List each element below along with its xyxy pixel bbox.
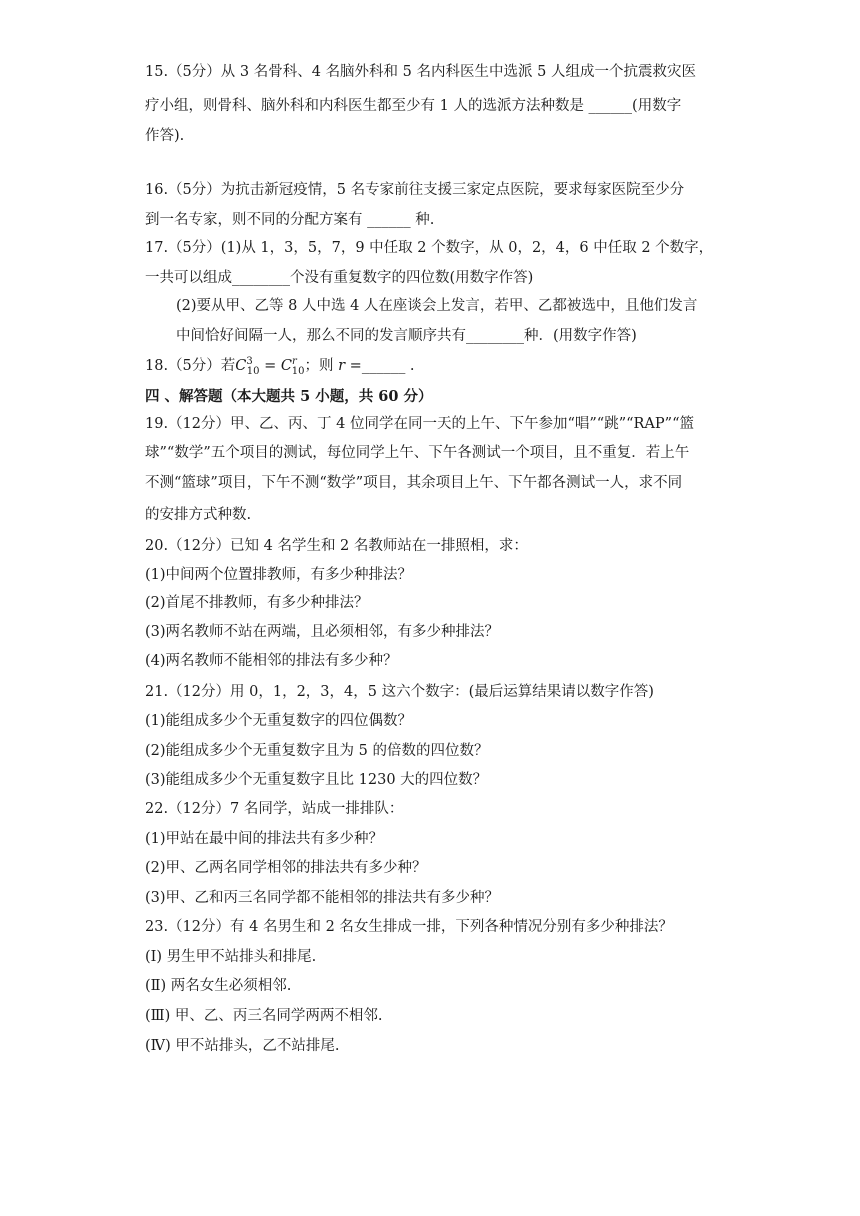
q17-line-3: (2)要从甲、乙等 8 人中选 4 人在座谈会上发言，若甲、乙都被选中，且他们发言: [176, 298, 698, 314]
q20-line-1: 20.（12分）已知 4 名学生和 2 名教师站在一排照相，求：: [145, 538, 528, 554]
q18-line: [145, 356, 415, 376]
q19-line-3: 不测“篮球”项目，下午不测“数学”项目，其余项目上午、下午都各测试一人，求不同: [145, 475, 683, 491]
q21-line-1: 21.（12分）用 0，1，2，3，4，5 这六个数字：(最后运算结果请以数字作答): [145, 684, 654, 700]
q21-line-2: (1)能组成多少个无重复数字的四位偶数？: [145, 713, 413, 729]
q22-line-2: (1)甲站在最中间的排法共有多少种？: [145, 831, 384, 847]
q15-line-3: 作答).: [145, 128, 185, 144]
q19-line-1: 19.（12分）甲、乙、丙、丁 4 位同学在同一天的上午、下午参加“唱”“跳”“RAP”“篮: [145, 416, 694, 432]
q19-line-2: 球”“数学”五个项目的测试，每位同学上午、下午各测试一个项目，且不重复．若上午: [145, 445, 690, 461]
q20-line-4: (3)两名教师不站在两端，且必须相邻，有多少种排法？: [145, 624, 500, 640]
q19-line-4: 的安排方式种数.: [145, 507, 252, 523]
q23-line-5: (Ⅳ) 甲不站排头，乙不站排尾.: [145, 1038, 340, 1054]
q15-line-2: 疗小组，则骨科、脑外科和内科医生都至少有 1 人的选派方法种数是 ______(用数字: [145, 98, 682, 114]
q21-line-4: (3)能组成多少个无重复数字且比 1230 大的四位数？: [145, 772, 488, 788]
q18-variable-r: r: [338, 358, 346, 374]
q15-line-1: 15.（5分）从 3 名骨科、4 名脑外科和 5 名内科医生中选派 5 人组成一个抗震救灾医: [145, 64, 696, 80]
q18-prefix: 18.（5分）若: [145, 358, 236, 374]
q17-line-4: 中间恰好间隔一人，那么不同的发言顺序共有________种．(用数字作答): [176, 328, 637, 344]
section-4-heading: 四 、解答题（本大题共 5 小题，共 60 分）: [145, 388, 433, 405]
q17-line-2: 一共可以组成________个没有重复数字的四位数(用数字作答): [145, 270, 534, 286]
q20-line-2: (1)中间两个位置排教师，有多少种排法？: [145, 567, 413, 583]
q23-line-3: (Ⅱ) 两名女生必须相邻.: [145, 978, 292, 994]
q17-line-1: 17.（5分）(1)从 1，3，5，7，9 中任取 2 个数字，从 0，2，4，6 中任取 2 个数字，: [145, 240, 714, 256]
q16-line-1: 16.（5分）为抗击新冠疫情，5 名专家前往支援三家定点医院，要求每家医院至少分: [145, 182, 685, 198]
q18-combination-right: $C^r_{10}$: [280, 356, 305, 377]
q22-line-4: (3)甲、乙和丙三名同学都不能相邻的排法共有多少种？: [145, 890, 500, 906]
q21-line-3: (2)能组成多少个无重复数字且为 5 的倍数的四位数？: [145, 743, 489, 759]
q16-line-2: 到一名专家，则不同的分配方案有 ______ 种.: [145, 212, 435, 228]
q18-mid: ；则: [304, 358, 339, 374]
q23-line-2: (Ⅰ) 男生甲不站排头和排尾.: [145, 949, 317, 965]
q20-line-5: (4)两名教师不能相邻的排法有多少种？: [145, 653, 398, 669]
q18-tail: =______ .: [345, 358, 415, 374]
q23-line-1: 23.（12分）有 4 名男生和 2 名女生排成一排，下列各种情况分别有多少种排法？: [145, 919, 673, 935]
q20-line-3: (2)首尾不排教师，有多少种排法？: [145, 595, 369, 611]
q23-line-4: (Ⅲ) 甲、乙、丙三名同学两两不相邻.: [145, 1008, 383, 1024]
q18-combination-left: $C^3_{10}$: [235, 356, 260, 377]
q18-equals: =: [259, 358, 281, 374]
q22-line-3: (2)甲、乙两名同学相邻的排法共有多少种？: [145, 860, 427, 876]
q22-line-1: 22.（12分）7 名同学，站成一排排队：: [145, 801, 404, 817]
